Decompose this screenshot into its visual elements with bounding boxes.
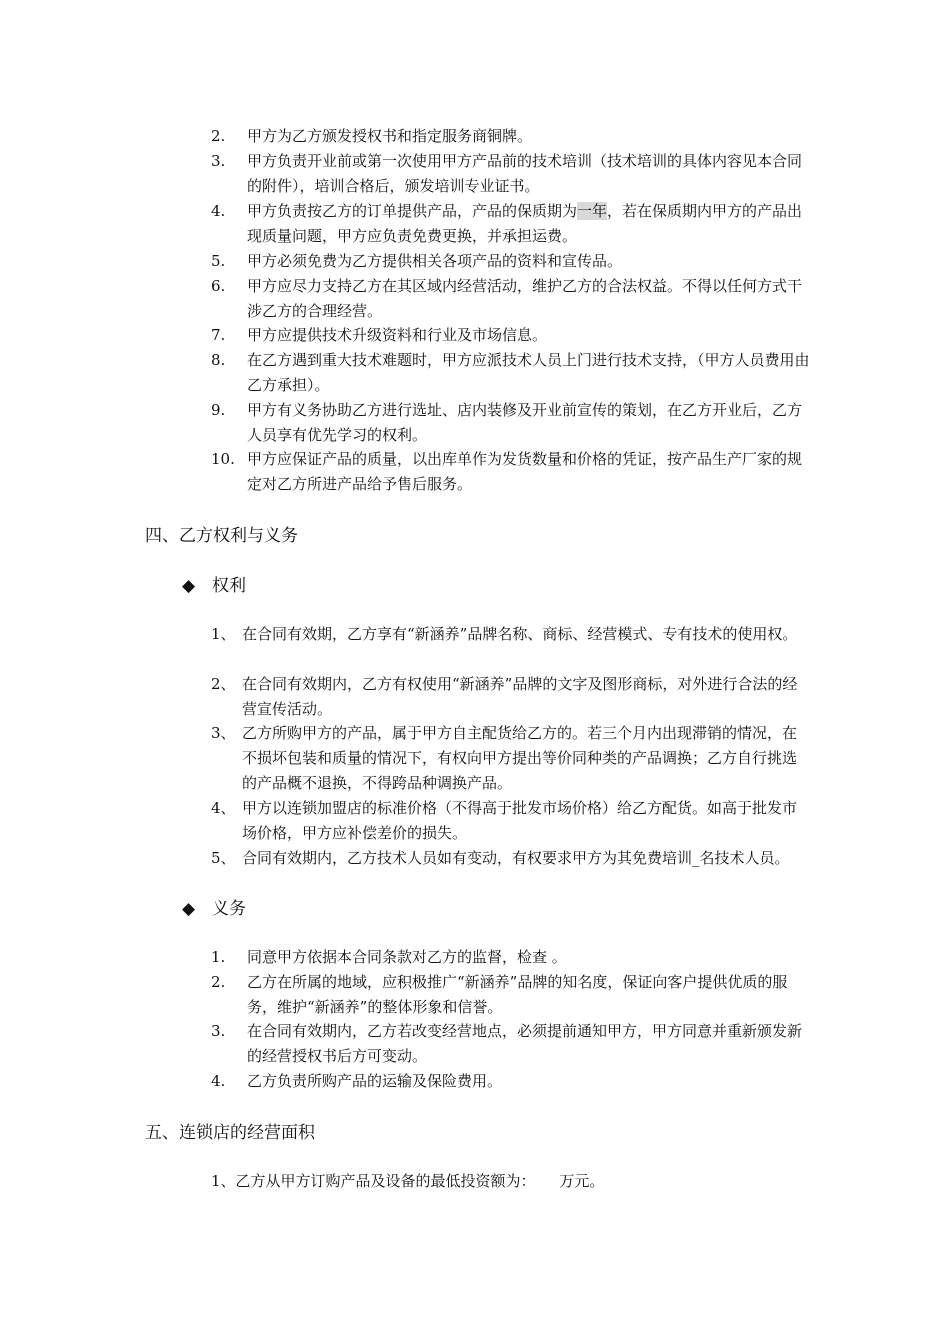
rights-label: 权利	[212, 576, 246, 596]
list-text: 在合同有效期，乙方享有“新涵养”品牌名称、商标、经营模式、专有技术的使用权。	[242, 625, 798, 643]
list-text: 在合同有效期内，乙方有权使用“新涵养”品牌的文字及图形商标，对外进行合法的经营宣传活动。	[242, 675, 798, 718]
list-number: 2.	[211, 127, 226, 145]
list-text: 乙方负责所购产品的运输及保险费用。	[247, 1072, 503, 1090]
list-number: 3、	[211, 724, 236, 742]
list-number: 3.	[211, 152, 226, 170]
list-text: 甲方应保证产品的质量，以出库单作为发货数量和价格的凭证，按产品生产厂家的规定对乙方所进产品给予售后服务。	[247, 450, 803, 493]
list-number: 10.	[211, 450, 235, 468]
list-text: 合同有效期内，乙方技术人员如有变动，有权要求甲方为其免费培训_名技术人员。	[242, 849, 790, 867]
list-text: 甲方应提供技术升级资料和行业及市场信息。	[247, 326, 548, 344]
list-text: 甲方负责开业前或第一次使用甲方产品前的技术培训（技术培训的具体内容见本合同的附件），培训合格后，颁发培训专业证书。	[247, 152, 803, 195]
diamond-bullet-icon: ◆	[182, 899, 196, 919]
list-text: 在乙方遇到重大技术难题时，甲方应派技术人员上门进行技术支持，（甲方人员费用由乙方承担）。	[247, 351, 810, 394]
list-number: 1、	[211, 625, 236, 643]
paragraph: 1、乙方从甲方订购产品及设备的最低投资额为： 万元。	[211, 1172, 605, 1190]
list-number: 3.	[211, 1022, 226, 1040]
list-number: 6.	[211, 277, 226, 295]
list-text: 同意甲方依据本合同条款对乙方的监督，检查 。	[247, 948, 567, 966]
list-number: 4、	[211, 799, 236, 817]
duties-label: 义务	[212, 899, 246, 919]
list-text-part: ，若在保质期内甲方的产品出现质量问题，甲方应负责免费更换，并承担运费。	[247, 202, 803, 245]
section-heading: 五、连锁店的经营面积	[145, 1123, 315, 1143]
duties-heading	[182, 896, 246, 922]
list-number: 5.	[211, 252, 226, 270]
list-number: 4.	[211, 202, 226, 220]
list-text: 甲方有义务协助乙方进行选址、店内装修及开业前宣传的策划，在乙方开业后，乙方人员享有优先学习的权利。	[247, 401, 803, 444]
list-number: 2.	[211, 973, 226, 991]
list-text: 在合同有效期内，乙方若改变经营地点，必须提前通知甲方，甲方同意并重新颁发新的经营授权书后方可变动。	[247, 1022, 803, 1065]
rights-heading	[182, 573, 246, 599]
list-number: 7.	[211, 326, 226, 344]
list-number: 2、	[211, 675, 236, 693]
list-text: 乙方在所属的地域，应积极推广“新涵养”品牌的知名度，保证向客户提供优质的服务，维护“新涵养”的整体形象和信誉。	[247, 973, 788, 1016]
list-text-part: 甲方负责按乙方的订单提供产品，产品的保质期为	[247, 202, 578, 220]
list-text: 甲方以连锁加盟店的标准价格（不得高于批发市场价格）给乙方配货。如高于批发市场价格，甲方应补偿差价的损失。	[242, 799, 798, 842]
highlighted-text: 一年	[577, 202, 608, 220]
list-number: 4.	[211, 1072, 226, 1090]
list-text: 甲方为乙方颁发授权书和指定服务商铜牌。	[247, 127, 533, 145]
list-number: 5、	[211, 849, 236, 867]
list-number: 8.	[211, 351, 226, 369]
list-text: 乙方所购甲方的产品，属于甲方自主配货给乙方的。若三个月内出现滞销的情况，在不损坏包装和质量的情况下，有权向甲方提出等价同种类的产品调换；乙方自行挑选的产品概不退换，不得跨品种调换产品。	[242, 724, 798, 792]
list-text	[247, 199, 811, 249]
list-number: 1.	[211, 948, 226, 966]
list-text: 甲方应尽力支持乙方在其区域内经营活动，维护乙方的合法权益。不得以任何方式干涉乙方的合理经营。	[247, 277, 803, 320]
diamond-bullet-icon: ◆	[182, 576, 196, 596]
section-heading: 四、乙方权利与义务	[145, 526, 298, 546]
list-text: 甲方必须免费为乙方提供相关各项产品的资料和宣传品。	[247, 252, 623, 270]
list-number: 9.	[211, 401, 226, 419]
